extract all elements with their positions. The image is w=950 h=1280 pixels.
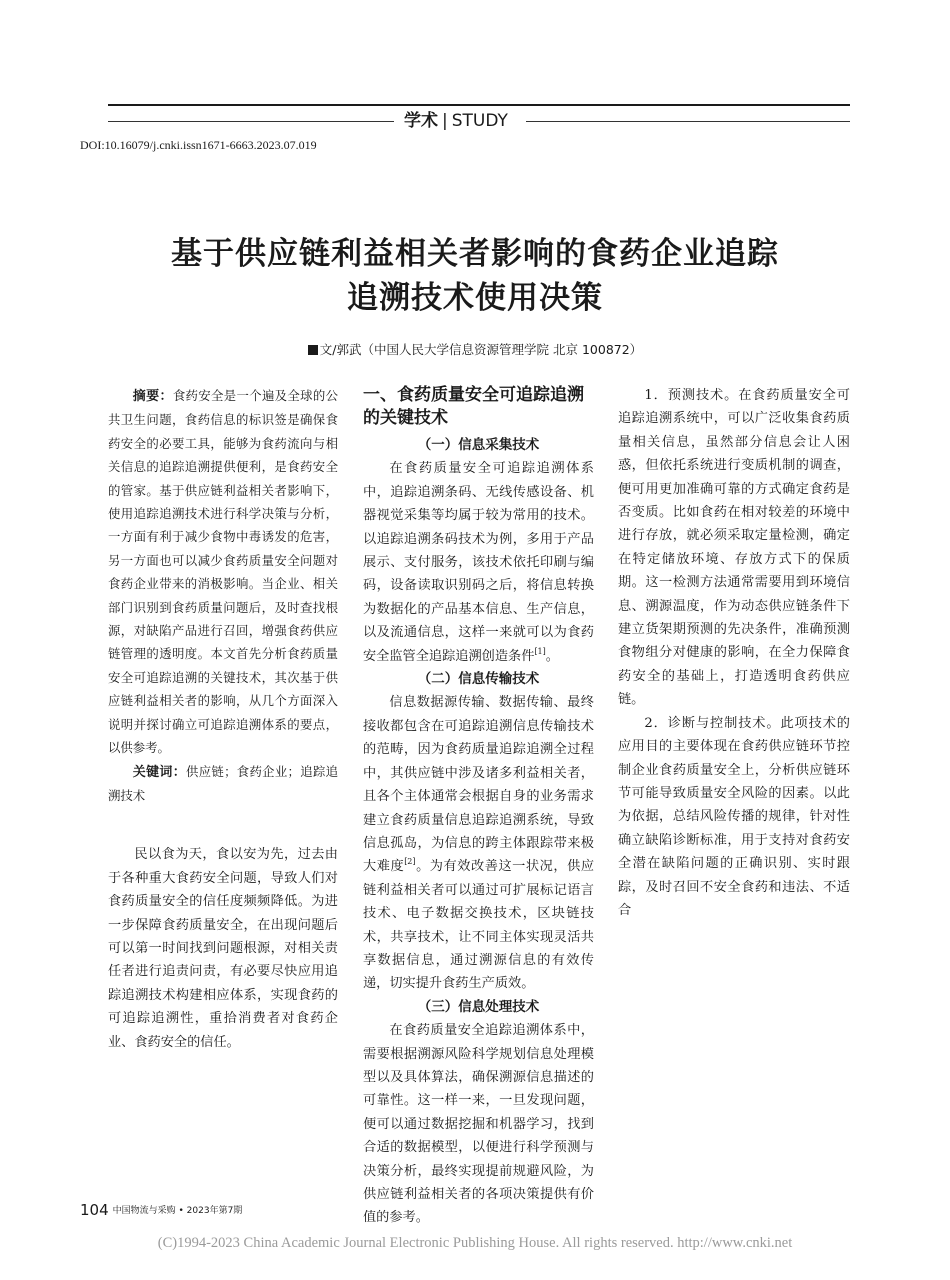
abstract-text: 食药安全是一个遍及全球的公共卫生问题，食药信息的标识签是确保食药安全的必要工具，能够为食药流向与相关信息的追踪追溯提供便利，是食药安全的管家。基于供应链利益相关者影响下，使用追踪追溯技术进行科学决策与分析，一方面有利于减少食物中毒诱发的危害，另一方面也可以减少食药质量安全问题对食药企业带来的消极影响。当企业、相关部门识别到食药质量问题后，及时查找根源，对缺陷产品进行召回，增强食药供应链管理的透明度。本文首先分析食药质量安全可追踪追溯的关键技术，其次基于供应链利益相关者的影响，从几个方面深入说明并探讨确立可追踪追溯体系的要点，以供参考。 (108, 388, 338, 756)
abstract-label: 摘要： (132, 389, 173, 404)
paragraph-text: 在食药质量安全可追踪追溯体系中，追踪追溯条码、无线传感设备、机器视觉采集等均属于较为常用的技术。以追踪追溯条码技术为例，多用于产品展示、支付服务，该技术依托印刷与编码，设备读取识别码之后，将信息转换为数据化的产品基本信息、生产信息，以及流通信息，这样一来就可以为食药安全监管全追踪追溯创造条件 (363, 461, 594, 664)
column-2 (363, 384, 594, 1230)
author-affiliation: 文/郭武（中国人民大学信息资源管理学院 北京 100872） (319, 342, 643, 357)
intro-paragraph: 民以食为天，食以安为先，过去由于各种重大食药安全问题，导致人们对食药质量安全的信任度频频降低。为进一步保障食药质量安全，在出现问题后可以第一时间找到问题根源，对相关责任者进行追责问责，有必要尽快应用追踪追溯技术构建相应体系，实现食药的可追踪追溯性，重拾消费者对食药企业、食药安全的信任。 (108, 847, 338, 1050)
subsection-heading-2: （二）信息传输技术 (417, 671, 540, 688)
header-rule-left (108, 121, 394, 122)
abstract (108, 384, 338, 807)
introduction (108, 843, 338, 1054)
section-header (108, 110, 850, 132)
keywords-text: 供应链；食药企业；追踪追溯技术 (108, 763, 338, 803)
paragraph-info-processing: 在食药质量安全追踪追溯体系中，需要根据溯源风险科学规划信息处理模型以及具体算法，确保溯源信息描述的可靠性。这一样一来，一旦发现问题，便可以通过数据挖掘和机器学习，找到合适的数据模型，以便进行科学预测与决策分析，最终实现提前规避风险，为供应链利益相关者的各项决策提供有价值的参考。 (363, 1023, 594, 1226)
section-label-cn: 学术 (404, 111, 438, 131)
journal-issue: 中国物流与采购 • 2023年第7期 (112, 1206, 243, 1216)
author-byline (240, 340, 710, 358)
header-top-rule (108, 104, 850, 106)
section-label (404, 110, 508, 132)
section-label-en: STUDY (451, 111, 508, 131)
header-rule-right (526, 121, 850, 122)
subsection-heading-1: （一）信息采集技术 (417, 437, 540, 453)
doi[interactable]: DOI:10.16079/j.cnki.issn1671-6663.2023.07.019 (80, 138, 317, 152)
copyright-notice: (C)1994-2023 China Academic Journal Electronic Publishing House. All rights reserved. http://www.cnki.net (157, 1235, 793, 1251)
title-line-2: 追溯技术使用决策 (347, 280, 603, 316)
column-3 (618, 384, 850, 922)
title-line-1: 基于供应链利益相关者影响的食药企业追踪 (171, 236, 779, 272)
paragraph-prediction: 1．预测技术。在食药质量安全可追踪追溯系统中，可以广泛收集食药质量相关信息，虽然部分信息会让人困惑，但依托系统进行变质机制的调查，便可用更加准确可靠的方式确定食药是否变质。比如食药在相对较差的环境中进行存放，就必须采取定量检测，确定在特定储放环境、存放方式下的保质期。这一检测方法通常需要用到环境信息、溯源温度，作为动态供应链条件下建立货架期预测的先决条件，准确预测食物组分对健康的影响，在全力保障食药安全的基础上，打造透明食药供应链。 (618, 388, 850, 708)
section-separator: | (442, 111, 448, 131)
keywords-label: 关键词： (132, 764, 186, 780)
subsection-heading-3: （三）信息处理技术 (417, 998, 540, 1015)
paragraph-text-cont: 。为有效改善这一状况，供应链利益相关者可以通过可扩展标记语言技术、电子数据交换技术，区块链技术，共享技术，让不同主体实现灵活共享数据信息，通过溯源信息的有效传递，切实提升食药生产质效。 (363, 859, 595, 992)
black-square-icon (308, 345, 318, 355)
section-heading-1: 一、食药质量安全可追踪追溯的关键技术 (363, 385, 584, 428)
paragraph-info-transmission (363, 691, 594, 995)
paragraph-end: 。 (545, 648, 559, 664)
paper-title (60, 232, 890, 320)
paragraph-info-collection (363, 457, 594, 668)
column-1 (108, 384, 338, 1054)
page-footer (80, 1200, 242, 1220)
paragraph-diagnosis: 2．诊断与控制技术。此项技术的应用目的主要体现在食药供应链环节控制企业食药质量安全上，分析供应链环节可能导致质量安全风险的因素。以此为依据，总结风险传播的规律，针对性确立缺陷诊断标准，用于支持对食药安全潜在缺陷问题的正确识别、实时跟踪，及时召回不安全食药和违法、不适合 (618, 715, 850, 918)
page-number: 104 (80, 1201, 109, 1219)
abstract-paragraph (108, 384, 338, 760)
paragraph-text: 信息数据源传输、数据传输、最终接收都包含在可追踪追溯信息传输技术的范畴，因为食药质量追踪追溯全过程中，其供应链中涉及诸多利益相关者，且各个主体通常会根据自身的业务需求建立食药质量信息追踪追溯系统，导致信息孤岛，为信息的跨主体跟踪带来极大难度 (363, 695, 594, 875)
citation-ref-1[interactable]: [1] (534, 646, 546, 656)
keywords-paragraph (108, 760, 338, 808)
citation-ref-2[interactable]: [2] (404, 857, 416, 867)
